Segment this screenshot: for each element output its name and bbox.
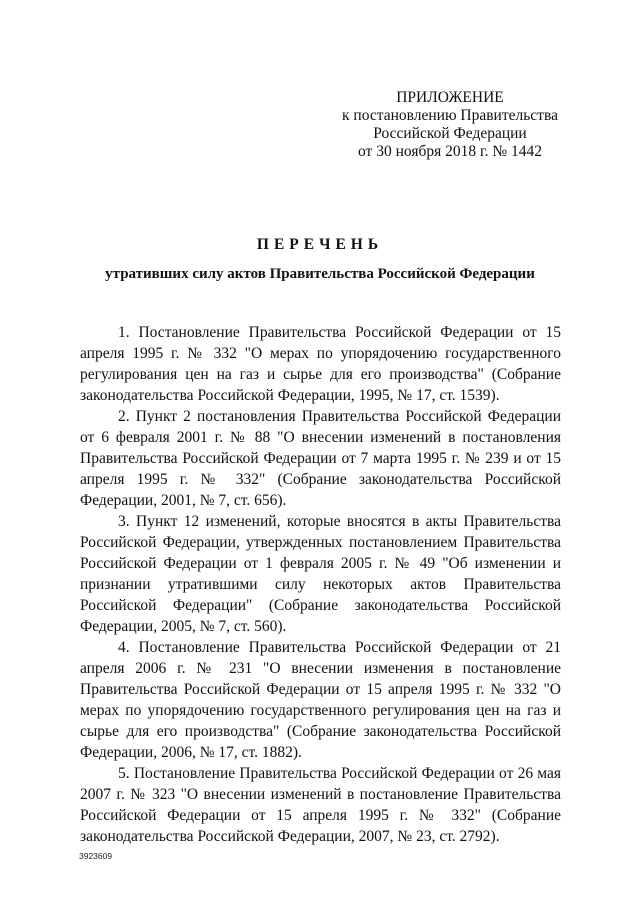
appendix-date-number: от 30 ноября 2018 г. № 1442 <box>358 143 542 160</box>
appendix-title: ПРИЛОЖЕНИЕ <box>396 89 504 106</box>
document-subheading: утративших силу актов Правительства Российской Федерации <box>105 266 535 282</box>
list-item: 3. Пункт 12 изменений, которые вносятся в акты Правительства Российской Федерации, утвержденных постановлением Правительства Российской Федерации от 1 февраля 2005 г. № 49 "Об изменении и признании утратившими силу некоторых актов Правительства Российской Федерации" (Собрание законодательства Российской Федерации, 2005, № 7, ст. 560). <box>80 513 561 635</box>
list-item: 4. Постановление Правительства Российской Федерации от 21 апреля 2006 г. № 231 "О внесении изменения в постановление Правительства Российской Федерации от 15 апреля 1995 г. № 332 "О мерах по упорядочению государственного регулирования цен на газ и сырье для его производства" (Собрание законодательства Российской Федерации, 2006, № 17, ст. 1882). <box>80 639 561 761</box>
list-item: 2. Пункт 2 постановления Правительства Российской Федерации от 6 февраля 2001 г. № 88 "О внесении изменений в постановления Правительства Российской Федерации от 7 марта 1995 г. № 239 и от 15 апреля 1995 г. № 332" (Собрание законодательства Российской Федерации, 2001, № 7, ст. 656). <box>80 408 561 509</box>
document-heading: ПЕРЕЧЕНЬ <box>256 236 384 253</box>
appendix-reference: к постановлению Правительства <box>342 107 558 124</box>
list-item: 5. Постановление Правительства Российской Федерации от 26 мая 2007 г. № 323 "О внесении изменений в постановление Правительства Российской Федерации от 15 апреля 1995 г. № 332" (Собрание законодательства Российской Федерации, 2007, № 23, ст. 2792). <box>80 765 561 845</box>
document-code: 3923609 <box>79 851 113 861</box>
list-item: 1. Постановление Правительства Российской Федерации от 15 апреля 1995 г. № 332 "О мерах по упорядочению государственного регулирования цен на газ и сырье для его производства" (Собрание законодательства Российской Федерации, 1995, № 17, ст. 1539). <box>80 324 561 404</box>
appendix-header <box>300 89 600 161</box>
appendix-authority: Российской Федерации <box>373 125 527 142</box>
acts-list <box>80 322 561 847</box>
